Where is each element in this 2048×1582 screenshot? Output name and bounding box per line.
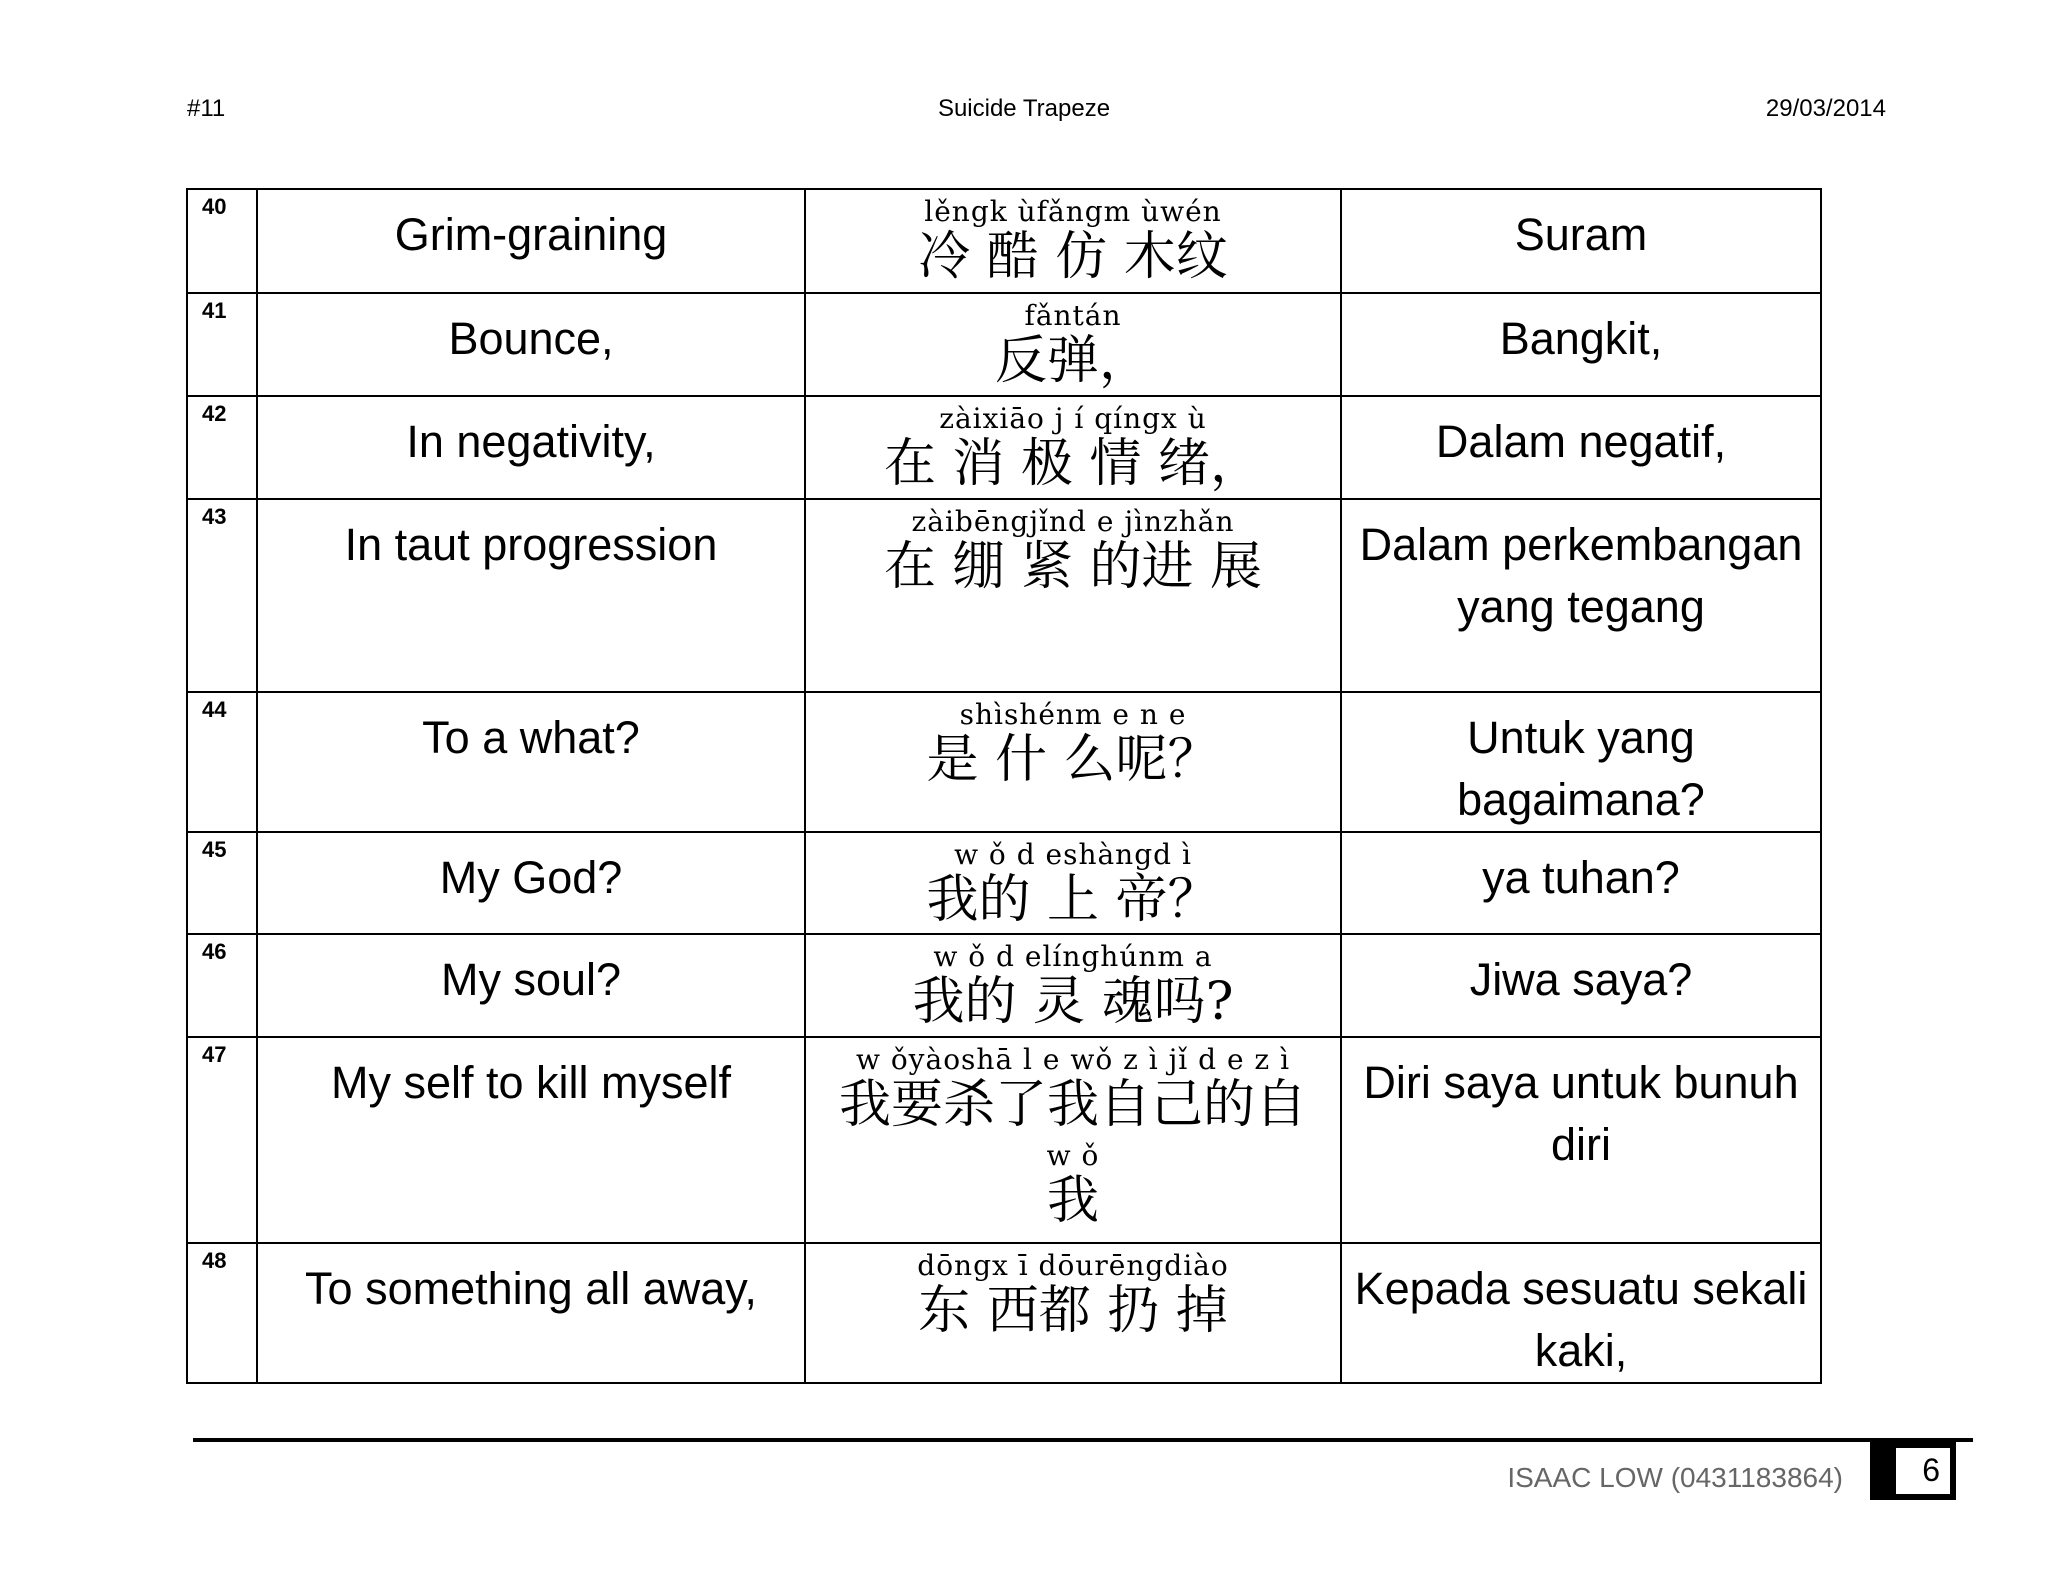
pinyin-text: dōngx ī dōurēngdiào <box>917 1249 1229 1282</box>
footer-rule <box>193 1438 1973 1442</box>
malay-line: Diri saya untuk bunuh diri <box>1341 1037 1821 1243</box>
table-row <box>187 692 1821 832</box>
page-number: 6 <box>1870 1442 1956 1500</box>
pinyin-text: lěngk ùfǎngm ùwén <box>924 195 1222 228</box>
pinyin-text: w ǒ d eshàngd ì <box>954 838 1192 871</box>
chinese-segment <box>806 500 1340 596</box>
table-row <box>187 1243 1821 1383</box>
english-line: To a what? <box>257 692 805 832</box>
chinese-segment <box>806 1244 1340 1340</box>
malay-line: Kepada sesuatu sekali kaki, <box>1341 1243 1821 1383</box>
header-doc-number: #11 <box>187 95 226 122</box>
pinyin-text: shìshénm e n e <box>959 698 1187 731</box>
pinyin-text: w ǒ d elínghúnm a <box>933 940 1213 973</box>
english-line: My God? <box>257 832 805 934</box>
table-row <box>187 396 1821 499</box>
header-title: Suicide Trapeze <box>937 95 1111 122</box>
hanzi-text: 我的 灵 魂吗? <box>912 972 1234 1032</box>
chinese-line <box>805 499 1341 692</box>
table-row <box>187 499 1821 692</box>
translation-table <box>186 188 1822 1384</box>
hanzi-text: 我要杀了我自己的自 <box>838 1075 1307 1135</box>
pinyin-text: zàibēngjǐnd e jìnzhǎn <box>911 505 1235 538</box>
pinyin-text: fǎntán <box>1024 299 1122 332</box>
hanzi-text: 在 消 极 情 绪， <box>883 434 1263 494</box>
pinyin-text: zàixiāo j í qíngx ù <box>939 402 1207 435</box>
chinese-segment <box>806 294 1340 390</box>
malay-line: Dalam negatif, <box>1341 396 1821 499</box>
pinyin-text: w ǒ <box>1046 1139 1100 1172</box>
hanzi-text: 我的 上 帝？ <box>926 870 1220 930</box>
english-line: Grim-graining <box>257 189 805 293</box>
chinese-segment <box>806 397 1340 493</box>
hanzi-text: 在 绷 紧 的进 展 <box>883 537 1263 597</box>
table-row <box>187 293 1821 396</box>
line-number: 45 <box>187 832 257 934</box>
line-number: 47 <box>187 1037 257 1243</box>
malay-line: Bangkit, <box>1341 293 1821 396</box>
chinese-line <box>805 293 1341 396</box>
malay-line: Jiwa saya? <box>1341 934 1821 1037</box>
malay-line: Dalam perkembangan yang tegang <box>1341 499 1821 692</box>
english-line: My soul? <box>257 934 805 1037</box>
hanzi-text: 是 什 么呢？ <box>926 730 1220 790</box>
line-number: 43 <box>187 499 257 692</box>
malay-line: ya tuhan? <box>1341 832 1821 934</box>
chinese-line <box>805 692 1341 832</box>
pinyin-text: w ǒyàoshā l e wǒ z ì jǐ d e z ì <box>855 1043 1291 1076</box>
chinese-segment <box>806 1134 1340 1230</box>
hanzi-text: 我 <box>1046 1171 1099 1231</box>
chinese-segment <box>806 190 1340 286</box>
line-number: 46 <box>187 934 257 1037</box>
line-number: 42 <box>187 396 257 499</box>
table-row <box>187 832 1821 934</box>
footer-author: ISAAC LOW (0431183864) <box>1507 1462 1843 1493</box>
chinese-line <box>805 832 1341 934</box>
english-line: In negativity, <box>257 396 805 499</box>
english-line: In taut progression <box>257 499 805 692</box>
english-line: To something all away, <box>257 1243 805 1383</box>
table-row <box>187 1037 1821 1243</box>
chinese-line <box>805 396 1341 499</box>
chinese-line <box>805 1243 1341 1383</box>
english-line: My self to kill myself <box>257 1037 805 1243</box>
chinese-line <box>805 189 1341 293</box>
malay-line: Suram <box>1341 189 1821 293</box>
chinese-line <box>805 1037 1341 1243</box>
header-date: 29/03/2014 <box>1765 95 1886 122</box>
english-line: Bounce, <box>257 293 805 396</box>
chinese-segment <box>806 833 1340 929</box>
hanzi-text: 反弹， <box>994 331 1151 391</box>
hanzi-text: 东 西都 扔 掉 <box>918 1281 1228 1341</box>
table-row <box>187 189 1821 293</box>
table-row <box>187 934 1821 1037</box>
chinese-segment <box>806 935 1340 1031</box>
line-number: 40 <box>187 189 257 293</box>
chinese-line <box>805 934 1341 1037</box>
chinese-segment <box>806 693 1340 789</box>
hanzi-text: 冷 酷 仿 木纹 <box>918 227 1228 287</box>
malay-line: Untuk yang bagaimana? <box>1341 692 1821 832</box>
line-number: 44 <box>187 692 257 832</box>
chinese-segment <box>806 1038 1340 1134</box>
line-number: 48 <box>187 1243 257 1383</box>
line-number: 41 <box>187 293 257 396</box>
